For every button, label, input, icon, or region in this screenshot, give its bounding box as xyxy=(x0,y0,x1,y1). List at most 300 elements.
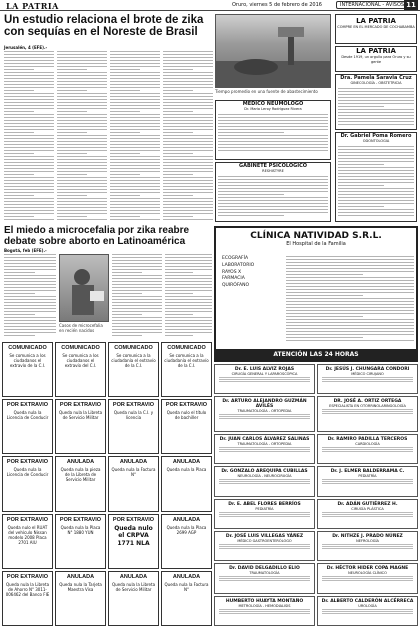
text-line xyxy=(322,449,413,450)
text-line xyxy=(110,129,160,130)
text-line xyxy=(322,447,413,448)
text-line xyxy=(4,111,34,112)
text-line xyxy=(112,257,162,258)
text-line xyxy=(57,111,87,112)
text-line xyxy=(322,483,413,484)
classified-ad xyxy=(161,456,212,511)
text-line xyxy=(112,266,162,267)
text-line xyxy=(57,165,107,166)
text-line xyxy=(4,329,56,330)
text-line xyxy=(4,81,54,82)
text-line xyxy=(338,103,414,104)
text-line xyxy=(165,317,212,318)
doctor-specialty: ESPECIALISTA EN OTORRINOLARINGOLOGÍA xyxy=(329,404,406,409)
text-line xyxy=(4,78,54,79)
text-line xyxy=(322,381,413,382)
text-line xyxy=(112,275,162,276)
text-line xyxy=(163,87,213,88)
text-line xyxy=(163,195,193,196)
text-line xyxy=(163,72,213,73)
text-line xyxy=(338,188,414,189)
doctor-card xyxy=(214,531,315,561)
text-line xyxy=(338,88,414,89)
text-line xyxy=(112,314,142,315)
text-line xyxy=(165,326,212,327)
doctor-name: Dr. J. ELMER BALDERRAMA C. xyxy=(330,469,405,475)
ad-title: GABINETE PSICOLOGICO xyxy=(238,163,307,169)
text-line xyxy=(338,115,414,116)
doctor-card xyxy=(214,396,315,431)
text-line xyxy=(163,213,213,214)
text-line xyxy=(286,286,414,287)
classified-heading: ANULADA xyxy=(119,459,148,466)
text-line xyxy=(338,170,414,171)
text-line xyxy=(338,182,414,183)
ad-subtitle: GINECOLOGÍA - OBSTETRICIA xyxy=(350,81,402,85)
text-line xyxy=(57,60,107,61)
text-line xyxy=(163,84,213,85)
text-line xyxy=(57,129,107,130)
text-line xyxy=(57,96,107,97)
ad-dr-gabriel-poma xyxy=(335,132,417,222)
classified-heading: COMUNICADO xyxy=(8,345,47,351)
classified-ad xyxy=(108,514,159,569)
doctor-name: Dr. JESÚS J. CHUNGARA CONDORI xyxy=(325,367,410,372)
doctor-name: Dr. ARTURO ALEJANDRO GUZMÁN AVILÉS xyxy=(222,399,307,410)
text-line xyxy=(110,159,160,160)
text-line xyxy=(57,210,107,211)
text-line xyxy=(4,126,54,127)
classified-text: Queda nula la Libreta de Servicio Militar xyxy=(58,410,103,421)
text-line xyxy=(57,162,107,163)
classified-text: Queda nulo el título de bachiller xyxy=(166,410,207,421)
text-line xyxy=(110,177,160,178)
text-line xyxy=(4,96,54,97)
text-line xyxy=(322,516,413,517)
text-line xyxy=(219,613,310,614)
text-line xyxy=(110,168,160,169)
ad-title: LA PATRIA xyxy=(356,17,396,25)
classified-text: Queda nula la Factura N° xyxy=(164,581,209,592)
clinic-title: CLÍNICA NATIVIDAD S.R.L. xyxy=(250,231,382,241)
text-line xyxy=(110,99,160,100)
text-line xyxy=(218,176,328,177)
classified-text: Queda nula la Placa N° 1880 YUN xyxy=(60,524,101,535)
text-line xyxy=(4,278,56,279)
text-line xyxy=(4,138,54,139)
text-line xyxy=(286,307,414,308)
text-line xyxy=(4,254,56,255)
article2-photo-caption: Casos de microcefalia en recién nacidos xyxy=(59,323,103,333)
text-line xyxy=(165,296,212,297)
text-line xyxy=(163,147,213,148)
text-line xyxy=(110,132,140,133)
text-line xyxy=(322,609,413,610)
text-line xyxy=(4,296,56,297)
text-line xyxy=(110,120,160,121)
clinic-emergency-banner: ATENCIÓN LAS 24 HORAS xyxy=(216,349,416,360)
classified-ad xyxy=(161,514,212,569)
clinic-services-list xyxy=(222,256,280,290)
text-line xyxy=(286,259,414,260)
text-line xyxy=(338,197,414,198)
text-line xyxy=(57,201,107,202)
text-line xyxy=(163,51,213,52)
text-line xyxy=(4,275,56,276)
article1-body-col4 xyxy=(163,51,213,221)
text-line xyxy=(110,93,160,94)
doctor-specialty: MÉDICO CIRUJANO xyxy=(351,372,384,376)
text-line xyxy=(110,165,160,166)
text-line xyxy=(163,174,193,175)
text-line xyxy=(4,180,54,181)
text-line xyxy=(163,201,213,202)
text-line xyxy=(163,111,193,112)
text-line xyxy=(4,105,54,106)
text-line xyxy=(219,514,310,515)
doctor-name: Dr. E. ABEL FLORES BERRÍOS xyxy=(228,501,301,507)
text-line xyxy=(4,311,56,312)
text-line xyxy=(57,51,107,52)
text-line xyxy=(219,379,310,380)
text-line xyxy=(163,180,213,181)
text-line xyxy=(322,413,413,414)
text-line xyxy=(57,195,87,196)
doctor-name: Dr. ALBERTO CALDERÓN ALCÉRRECA xyxy=(321,598,414,604)
text-line xyxy=(110,75,160,76)
doctor-name: Dr. JUAN CARLOS ÁLVAREZ SALINAS xyxy=(219,436,310,442)
doctor-name: HUMBERTO HUAYTA MONTAÑO xyxy=(225,598,304,604)
text-line xyxy=(112,287,162,288)
text-line xyxy=(110,186,160,187)
text-line xyxy=(338,109,414,110)
text-line xyxy=(286,292,414,293)
text-line xyxy=(112,278,162,279)
text-line xyxy=(110,69,140,70)
text-line xyxy=(4,72,54,73)
text-line xyxy=(286,316,363,317)
text-line xyxy=(165,314,193,315)
text-line xyxy=(110,150,160,151)
text-line xyxy=(57,117,107,118)
text-line xyxy=(4,305,56,306)
text-line xyxy=(57,204,107,205)
article1-body-col3 xyxy=(110,51,160,221)
text-line xyxy=(110,201,160,202)
text-line xyxy=(163,150,213,151)
text-line xyxy=(4,159,54,160)
doctor-card xyxy=(214,563,315,593)
text-line xyxy=(163,165,213,166)
text-line xyxy=(4,189,54,190)
text-line xyxy=(219,576,310,577)
text-line xyxy=(165,311,212,312)
text-line xyxy=(110,63,160,64)
text-line xyxy=(57,144,107,145)
text-line xyxy=(57,102,107,103)
ad-dra-pamela-saravia xyxy=(335,74,417,130)
text-line xyxy=(112,302,162,303)
text-line xyxy=(4,102,54,103)
text-line xyxy=(338,185,384,186)
text-line xyxy=(163,114,213,115)
text-line xyxy=(219,611,310,612)
text-line xyxy=(4,54,54,55)
doctor-name: Dr. DAVID DELGADILLO ELIO xyxy=(229,566,300,572)
text-line xyxy=(57,192,107,193)
text-line xyxy=(163,69,193,70)
text-line xyxy=(110,60,160,61)
text-line xyxy=(165,287,212,288)
text-line xyxy=(57,108,107,109)
text-line xyxy=(165,260,212,261)
text-line xyxy=(4,332,56,333)
text-line xyxy=(322,544,413,545)
text-line xyxy=(110,162,160,163)
text-line xyxy=(218,120,328,121)
text-line xyxy=(286,319,414,320)
clinic-body xyxy=(286,256,414,344)
text-line xyxy=(57,174,87,175)
text-line xyxy=(57,87,107,88)
text-line xyxy=(219,416,310,417)
text-line xyxy=(286,295,363,296)
text-line xyxy=(4,66,54,67)
text-line xyxy=(165,284,212,285)
text-line xyxy=(218,197,328,198)
doctor-card xyxy=(317,396,418,431)
text-line xyxy=(4,195,34,196)
text-line xyxy=(338,164,384,165)
text-line xyxy=(322,481,413,482)
text-line xyxy=(163,192,213,193)
text-line xyxy=(219,418,310,419)
text-line xyxy=(163,57,213,58)
text-line xyxy=(165,299,212,300)
article2-body-col1 xyxy=(4,254,56,338)
text-line xyxy=(57,186,107,187)
text-line xyxy=(4,317,56,318)
text-line xyxy=(286,268,414,269)
doctor-name: Dr. RAMIRO PADILLA TERCEROS xyxy=(327,436,408,442)
classified-ad xyxy=(108,399,159,454)
text-line xyxy=(57,126,107,127)
text-line xyxy=(57,93,107,94)
doctor-specialty: PEDIATRÍA xyxy=(358,474,377,479)
text-line xyxy=(110,153,140,154)
classified-heading: POR EXTRAVIO xyxy=(112,516,155,523)
text-line xyxy=(338,152,414,153)
text-line xyxy=(57,198,107,199)
text-line xyxy=(4,284,56,285)
text-line xyxy=(219,381,310,382)
doctor-card xyxy=(214,596,315,626)
text-line xyxy=(163,198,213,199)
text-line xyxy=(322,576,413,577)
text-line xyxy=(112,323,162,324)
text-line xyxy=(163,117,213,118)
text-line xyxy=(286,289,414,290)
text-line xyxy=(338,112,414,113)
text-line xyxy=(165,335,193,336)
text-line xyxy=(163,99,213,100)
text-line xyxy=(163,207,213,208)
text-line xyxy=(110,57,160,58)
text-line xyxy=(218,138,328,139)
text-line xyxy=(112,254,162,255)
text-line xyxy=(219,544,310,545)
text-line xyxy=(4,165,54,166)
text-line xyxy=(4,60,54,61)
doctor-specialty: TRAUMATOLOGÍA xyxy=(249,571,280,576)
text-line xyxy=(112,299,162,300)
text-line xyxy=(57,216,87,217)
text-line xyxy=(57,75,107,76)
classified-ad xyxy=(2,456,53,511)
text-line xyxy=(112,284,162,285)
text-line xyxy=(112,329,162,330)
classified-heading: COMUNICADO xyxy=(167,345,206,351)
ad-subtitle: RESHISTYRE xyxy=(262,169,284,173)
text-line xyxy=(4,57,54,58)
text-line xyxy=(4,63,54,64)
text-line xyxy=(110,219,160,220)
text-line xyxy=(338,200,414,201)
text-line xyxy=(322,580,413,581)
doctor-specialty: PEDIATRÍA xyxy=(255,506,274,511)
doctor-specialty: CIRUGÍA GENERAL Y LAPAROSCÓPICA xyxy=(231,372,298,376)
text-line xyxy=(110,102,160,103)
ad-body xyxy=(218,114,328,154)
text-line xyxy=(163,219,213,220)
text-line xyxy=(112,332,162,333)
text-line xyxy=(163,54,213,55)
text-line xyxy=(286,325,414,326)
text-line xyxy=(218,203,328,204)
classified-ad xyxy=(2,342,53,397)
text-line xyxy=(322,548,413,549)
clinic-service-item: QUIRÓFANO xyxy=(222,283,249,288)
classified-heading: POR EXTRAVIO xyxy=(6,573,49,580)
text-line xyxy=(4,260,56,261)
classified-text: Se comunica a los ciudadanos el extravío de la C.I. xyxy=(9,353,46,368)
doctor-specialty: CIRUGÍA PLÁSTICA xyxy=(351,506,384,511)
text-line xyxy=(322,578,413,579)
article1-photo xyxy=(215,14,331,88)
text-line xyxy=(219,447,310,448)
text-line xyxy=(286,280,414,281)
text-line xyxy=(218,129,328,130)
classified-text: Queda nula la Licencia de Conducir xyxy=(6,467,49,478)
text-line xyxy=(4,129,54,130)
clinic-service-item: RAYOS X xyxy=(222,269,242,275)
text-line xyxy=(57,156,107,157)
text-line xyxy=(163,123,213,124)
text-line xyxy=(110,117,160,118)
text-line xyxy=(322,479,413,480)
classified-ad xyxy=(55,456,106,511)
doctor-specialty: NEFROLOGÍA xyxy=(356,538,379,543)
classified-ad xyxy=(55,514,106,569)
text-line xyxy=(57,132,87,133)
text-line xyxy=(338,97,414,98)
text-line xyxy=(110,183,160,184)
text-line xyxy=(163,210,213,211)
text-line xyxy=(110,51,160,52)
classified-ad xyxy=(2,571,53,626)
text-line xyxy=(4,147,54,148)
text-line xyxy=(110,156,160,157)
text-line xyxy=(4,108,54,109)
clinic-service-item: FARMACIA xyxy=(222,276,245,282)
text-line xyxy=(165,332,212,333)
text-line xyxy=(110,111,140,112)
text-line xyxy=(322,379,413,380)
article2-body-col4 xyxy=(165,254,212,338)
text-line xyxy=(57,177,107,178)
classified-text: Queda nula la Placa xyxy=(166,467,207,473)
photo-scene xyxy=(60,255,109,322)
classified-ad xyxy=(2,514,53,569)
text-line xyxy=(338,212,414,213)
article1-body-col2 xyxy=(57,51,107,221)
classified-text: Se comunica a los ciudadanos el extravío del C.I. xyxy=(62,353,99,368)
text-line xyxy=(163,102,213,103)
text-line xyxy=(219,548,310,549)
doctor-card xyxy=(214,434,315,464)
classified-ad xyxy=(2,399,53,454)
doctor-name: Dr. GONZALO AREQUIPA CUBILLAS xyxy=(221,469,308,475)
text-line xyxy=(4,272,35,273)
ad-subtitle: Dr. Mario Leroy Rodríguez Rivera xyxy=(244,107,302,111)
text-line xyxy=(286,310,414,311)
ad-title: LA PATRIA xyxy=(356,47,396,55)
article1-body-col1 xyxy=(4,51,54,221)
text-line xyxy=(110,78,160,79)
text-line xyxy=(57,147,107,148)
text-line xyxy=(57,189,107,190)
text-line xyxy=(219,609,310,610)
text-line xyxy=(4,171,54,172)
page-header xyxy=(0,0,420,11)
ad-title: Dra. Pamela Saravia Cruz xyxy=(340,75,412,81)
text-line xyxy=(322,409,413,410)
text-line xyxy=(218,135,328,136)
text-line xyxy=(218,114,328,115)
text-line xyxy=(219,546,310,547)
doctor-card xyxy=(214,499,315,529)
text-line xyxy=(165,302,212,303)
text-line xyxy=(286,274,363,275)
classified-text: Queda nula la C.I. y licencia xyxy=(113,410,154,421)
article1-byline: Jerusalén, 4 (EFE).- xyxy=(4,45,48,50)
text-line xyxy=(110,216,140,217)
text-line xyxy=(218,206,328,207)
text-line xyxy=(4,177,54,178)
text-line xyxy=(219,451,310,452)
text-line xyxy=(4,135,54,136)
classified-heading: POR EXTRAVIO xyxy=(59,402,102,409)
text-line xyxy=(4,207,54,208)
clinic-service-item: ECOGRAFÍA xyxy=(222,256,249,261)
text-line xyxy=(163,108,213,109)
newspaper-logo: LA PATRIA xyxy=(6,1,59,11)
text-line xyxy=(57,213,107,214)
text-line xyxy=(110,126,160,127)
text-line xyxy=(163,66,213,67)
text-line xyxy=(4,144,54,145)
text-line xyxy=(338,124,414,125)
